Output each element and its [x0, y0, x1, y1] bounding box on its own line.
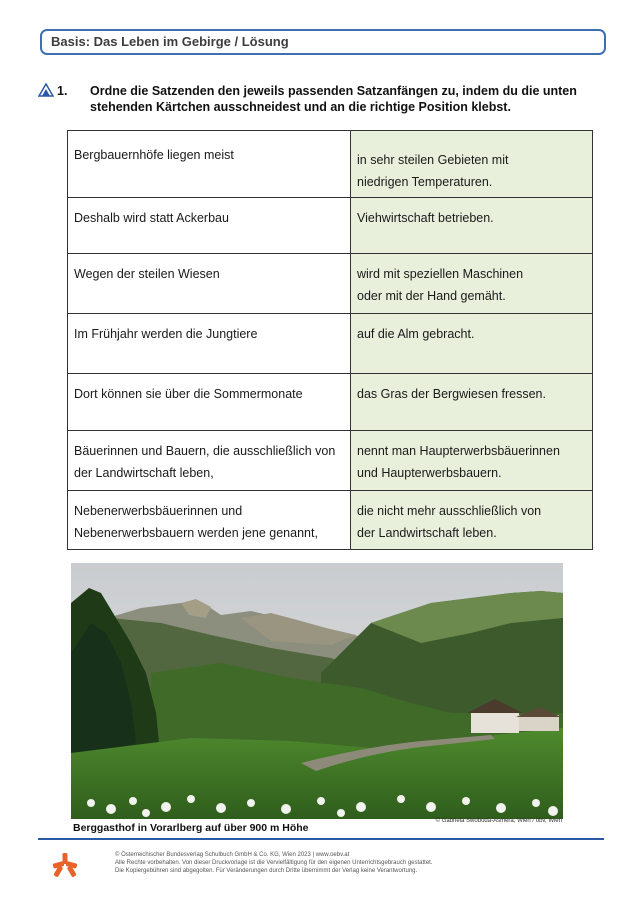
photo-caption: Berggasthof in Vorarlberg auf über 900 m Höhe: [73, 822, 309, 834]
sentence-matching-table: [67, 130, 593, 550]
footer-divider: [38, 838, 604, 840]
table-row: [68, 491, 593, 550]
sentence-end-cell: [351, 254, 593, 314]
photo-credit: © Gabriela Swoboda-Asmera, Wien / öbv, Wien: [435, 818, 562, 824]
sentence-end-cell: [351, 374, 593, 431]
sentence-start-text: Dort können sie über die Sommermonate: [74, 387, 303, 401]
sentence-end-text: auf die Alm gebracht.: [357, 327, 475, 341]
sentence-start-cell: [68, 254, 351, 314]
sentence-end-text: wird mit speziellen Maschinen oder mit der Hand gemäht.: [357, 267, 524, 303]
table-row: [68, 431, 593, 491]
sentence-start-text: Deshalb wird statt Ackerbau: [74, 211, 229, 225]
footer-line-1: © Österreichischer Bundesverlag Schulbuch GmbH & Co. KG, Wien 2023 | www.oebv.at: [115, 852, 350, 858]
sentence-end-cell: [351, 198, 593, 254]
sentence-start-cell: [68, 314, 351, 374]
sentence-end-text: nennt man Haupterwerbsbäuerinnen und Haupterwerbsbauern.: [357, 444, 560, 480]
task-text: Ordne die Satzenden den jeweils passenden Satzanfängen zu, indem du die unten stehenden Kärtchen ausschneidest und an die richtige Position klebst.: [90, 84, 577, 114]
sentence-start-text: Bergbauernhöfe liegen meist: [74, 148, 234, 162]
sentence-start-text: Im Frühjahr werden die Jungtiere: [74, 327, 258, 341]
mountain-level-icon: [38, 83, 54, 97]
sentence-start-cell: [68, 374, 351, 431]
sentence-start-text: Bäuerinnen und Bauern, die ausschließlich von der Landwirtschaft leben,: [74, 444, 336, 480]
sentence-start-cell: [68, 198, 351, 254]
footer-line-2: Alle Rechte vorbehalten. Von dieser Druckvorlage ist die Vervielfältigung für den eigenen Unterrichtsgebrauch gestattet.: [115, 860, 433, 866]
worksheet-header: [40, 29, 606, 55]
task-number: 1.: [57, 84, 68, 98]
sentence-start-text: Nebenerwerbsbäuerinnen und Nebenerwerbsbauern werden jene genannt,: [74, 504, 318, 540]
sentence-end-cell: [351, 314, 593, 374]
table-row: [68, 314, 593, 374]
table-row: [68, 131, 593, 198]
footer-copyright: [115, 851, 433, 875]
worksheet-title: Basis: Das Leben im Gebirge / Lösung: [51, 34, 289, 49]
table-row: [68, 374, 593, 431]
oebv-asterisk-logo: [52, 852, 78, 878]
sentence-end-text: in sehr steilen Gebieten mit niedrigen Temperaturen.: [357, 153, 509, 189]
sentence-end-text: Viehwirtschaft betrieben.: [357, 211, 494, 225]
sentence-start-text: Wegen der steilen Wiesen: [74, 267, 220, 281]
sentence-end-text: die nicht mehr ausschließlich von der Landwirtschaft leben.: [357, 504, 542, 540]
sentence-end-cell: [351, 131, 593, 198]
mountain-photo: [71, 563, 563, 819]
sentence-end-cell: [351, 431, 593, 491]
sentence-start-cell: [68, 131, 351, 198]
table-row: [68, 198, 593, 254]
mountain-landscape-image: [71, 563, 563, 819]
sentence-end-cell: [351, 491, 593, 550]
sentence-start-cell: [68, 431, 351, 491]
sentence-start-cell: [68, 491, 351, 550]
table-row: [68, 254, 593, 314]
sentence-end-text: das Gras der Bergwiesen fressen.: [357, 387, 546, 401]
footer-line-3: Die Kopiergebühren sind abgegolten. Für Veränderungen durch Dritte übernimmt der Verlag keine Verantwortung.: [115, 868, 418, 874]
